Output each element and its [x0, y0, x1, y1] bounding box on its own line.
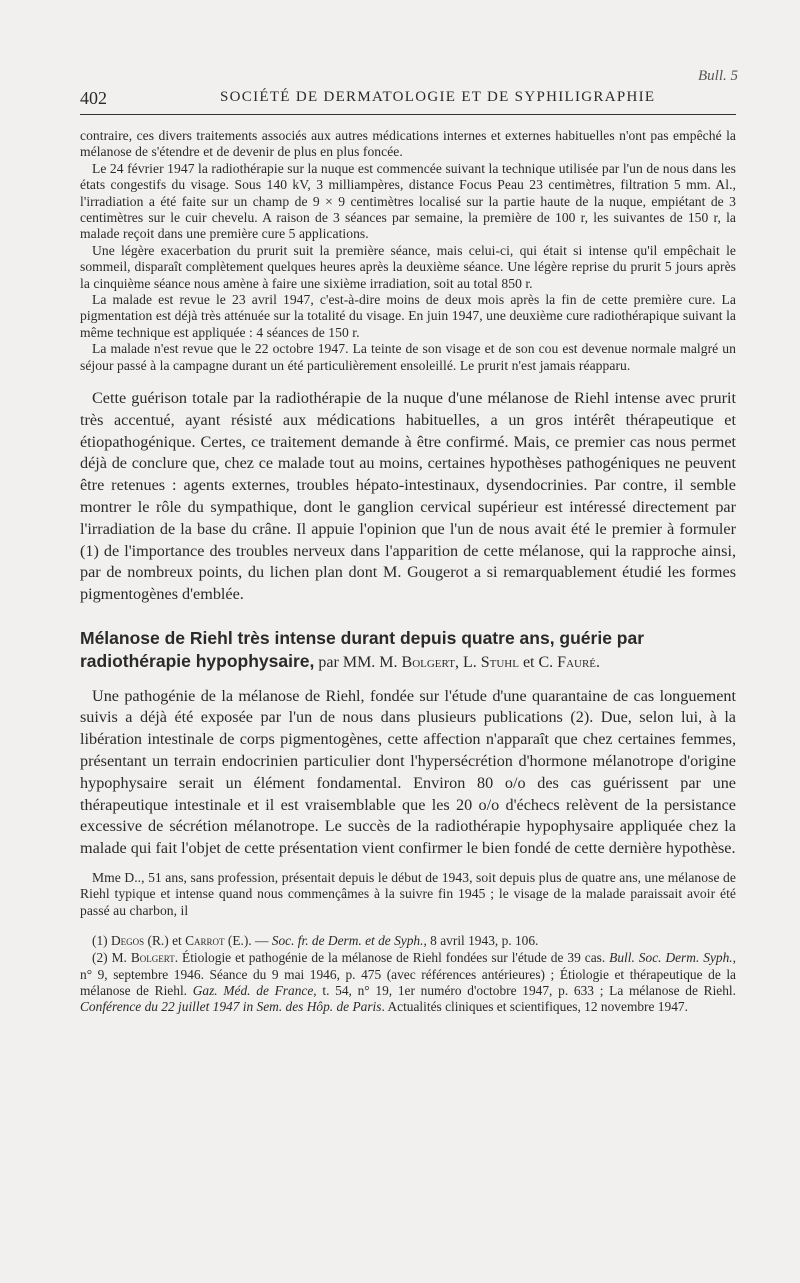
case-2-report: [80, 870, 736, 919]
discussion-section: [80, 388, 736, 606]
case-report-continuation: [80, 128, 736, 374]
case-paragraph: contraire, ces divers traitements associés aux autres médications internes et externes habituelles n'ont pas empêché la mélanose de s'étendre et de devenir de plus en plus foncée.: [80, 128, 736, 160]
case-paragraph: Le 24 février 1947 la radiothérapie sur la nuque est commencée suivant la technique utilisée par l'un de nous dans les états congestifs du visage. Sous 140 kV, 3 milliampères, distance Focus Peau 23 centimètres, filtration 5 mm. Al., l'irradiation a été faite sur un champ de 9 × 9 centimètres localisé sur la partie haute de la nuque, empiétant de 3 centimètres sur le cuir chevelu. A raison de 3 séances par semaine, la première de 100 r, les suivantes de 150 r, la malade reçoit dans une première cure 5 applications.: [80, 160, 736, 242]
article-introduction: [80, 686, 736, 860]
journal-title: SOCIÉTÉ DE DERMATOLOGIE ET DE SYPHILIGRAPHIE: [220, 89, 656, 105]
page-content: [80, 128, 736, 1015]
footnote-2: (2) M. Bolgert. Étiologie et pathogénie de la mélanose de Riehl fondées sur l'étude de 39 cas. Bull. Soc. Derm. Syph., n° 9, septembre 1946. Séance du 9 mai 1946, p. 475 (avec références antérieures) ; Étiologie et thérapeutique de la mélanose de Riehl. Gaz. Méd. de France, t. 54, n° 19, 1er numéro d'octobre 1947, p. 633 ; La mélanose de Riehl. Conférence du 22 juillet 1947 in Sem. des Hôp. de Paris. Actualités cliniques et scientifiques, 12 novembre 1947.: [80, 950, 736, 1015]
author-name: Bolgert: [401, 653, 455, 671]
bulletin-reference: Bull. 5: [698, 68, 738, 84]
footnote-1: (1) Degos (R.) et Carrot (E.). — Soc. fr. de Derm. et de Syph., 8 avril 1943, p. 106.: [92, 933, 539, 949]
case-paragraph: La malade est revue le 23 avril 1947, c'est-à-dire moins de deux mois après la fin de cette première cure. La pigmentation est déjà très atténuée sur la totalité du visage. En juin 1947, une deuxième cure radiothérapique suivant la même technique est appliquée : 4 séances de 150 r.: [80, 292, 736, 340]
case-2-paragraph: Mme D.., 51 ans, sans profession, présentait depuis le début de 1943, soit depuis plus de quatre ans, une mélanose de Riehl typique et intense quand nous commençâmes à la suivre fin 1945 ; le visage de la malade paraissait avoir été passé au charbon, il: [80, 870, 736, 918]
author-name: Stuhl: [480, 653, 519, 671]
author-name: Fauré: [557, 653, 597, 671]
article-title: Mélanose de Riehl très intense durant depuis quatre ans, guérie par radiothérapie hypophysaire,: [80, 628, 645, 671]
running-header: [80, 88, 736, 115]
discussion-paragraph: Cette guérison totale par la radiothérapie de la nuque d'une mélanose de Riehl intense avec prurit très accentué, ayant résisté aux médications habituelles, a un gros intérêt thérapeutique et étiopathogénique. Certes, ce traitement demande à être confirmé. Mais, ce premier cas nous permet déjà de conclure que, chez ce malade tout au moins, certaines hypothèses pathogéniques ne peuvent être retenues : agents externes, troubles hépato-intestinaux, dysendocrinies. Par contre, il semble montrer le rôle du sympathique, dont le ganglion cervical supérieur est intéressé directement par l'irradiation de la base du crâne. Il appuie l'opinion que l'un de nous avait été le premier à formuler (1) de l'importance des troubles nerveux dans l'apparition de cette mélanose, qui la rapproche ainsi, par de nombreux points, du lichen plan dont M. Gougerot a si remarquablement étudié les formes pigmentogènes d'emblée.: [80, 389, 736, 604]
case-paragraph: La malade n'est revue que le 22 octobre 1947. La teinte de son visage et de son cou est devenue normale malgré un séjour passé à la campagne durant un été particulièrement ensoleillé. Le prurit n'est jamais réapparu.: [80, 341, 736, 373]
page-number: 402: [80, 88, 107, 108]
article-heading: [80, 628, 736, 674]
footnotes: [80, 933, 736, 1015]
article-authors: par MM. M. Bolgert, L. Stuhl et C. Fauré.: [318, 653, 601, 671]
intro-paragraph: Une pathogénie de la mélanose de Riehl, fondée sur l'étude d'une quarantaine de cas longuement suivis a déjà été exposée par l'un de nous dans plusieurs publications (2). Due, selon lui, à la libération intestinale de corps pigmentogènes, cette affection n'apparaît que chez certaines femmes, présentant un terrain endocrinien particulier dont l'hypersécrétion d'hormone mélanotrope d'origine hypophysaire serait un élément fondamental. Environ 80 o/o des cas guérissent par une thérapeutique intestinale et il est vraisemblable que les 20 o/o d'échecs relèvent de la persistance excessive de sécrétion mélanotrope. Le succès de la radiothérapie hypophysaire appliquée chez la malade qui fait l'objet de cette présentation vient confirmer le bien fondé de cette dernière hypothèse.: [80, 686, 736, 858]
case-paragraph: Une légère exacerbation du prurit suit la première séance, mais celui-ci, qui était si intense qu'il empêchait le sommeil, disparaît complètement quelques heures après la deuxième séance. Une légère reprise du prurit 5 jours après la cinquième séance nous amène à faire une sixième irradiation, soit au total 850 r.: [80, 242, 736, 291]
